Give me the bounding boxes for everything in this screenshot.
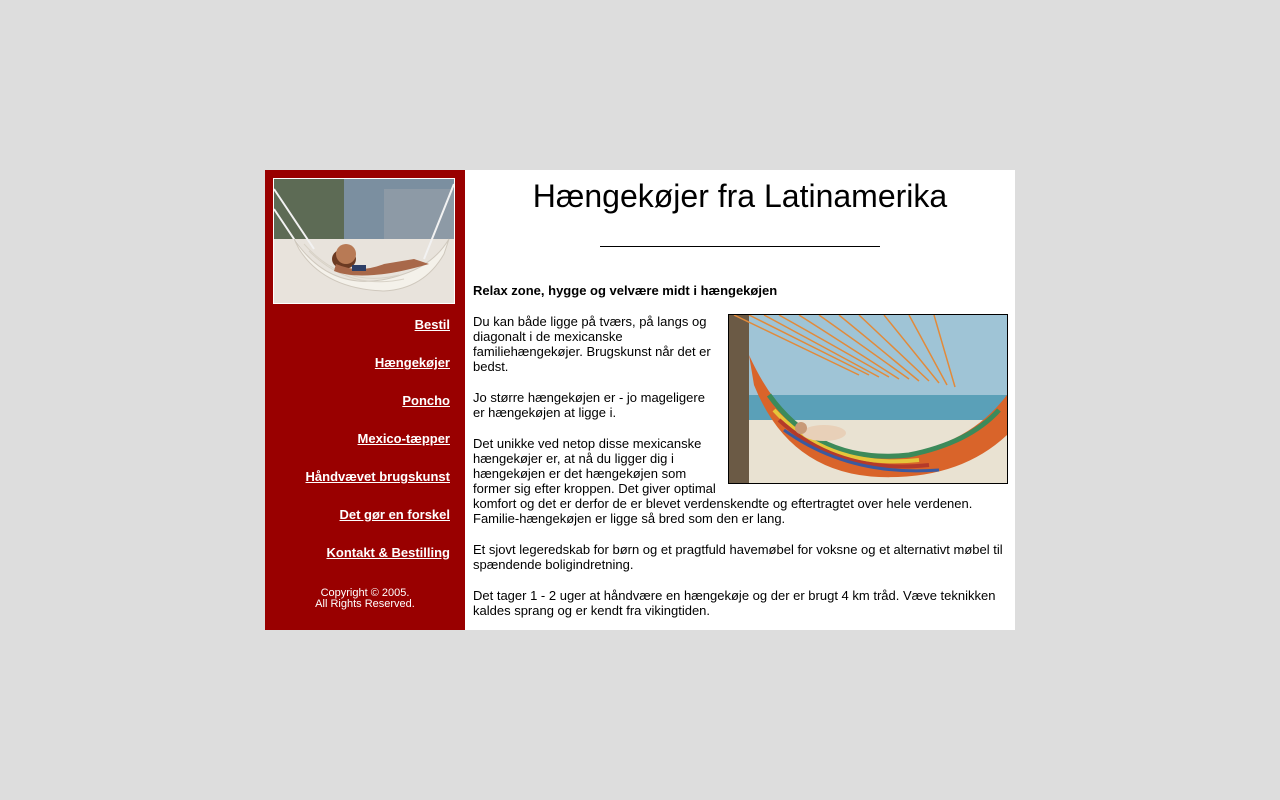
paragraph-4: Et sjovt legeredskab for børn og et pragtfuld havemøbel for voksne og et alternativt møbel til spændende boligindretning. <box>473 542 1003 572</box>
paragraph-5: Det tager 1 - 2 uger at håndvære en hængekøje og der er brugt 4 km tråd. Væve teknikken kaldes sprang og er kendt fra vikingtiden. <box>473 588 996 618</box>
copyright-line-1: Copyright © 2005. <box>320 587 410 599</box>
section-heading: Relax zone, hygge og velvære midt i hængekøjen <box>473 283 778 298</box>
paragraph-1: Du kan både ligge på tværs, på langs og diagonalt i de mexicanske familiehængekøjer. Brugskunst når det er bedst. <box>473 314 711 374</box>
sidebar-nav <box>306 317 450 583</box>
nav-link-haengekoejer[interactable]: Hængekøjer <box>374 355 450 370</box>
nav-link-mexico-taepper[interactable]: Mexico-tæpper <box>357 431 450 446</box>
copyright-line-2: All Rights Reserved. <box>315 598 415 610</box>
body-text <box>473 314 1008 634</box>
paragraph-2: Jo større hængekøjen er - jo mageligere er hængekøjen at ligge i. <box>473 390 705 420</box>
main-content <box>465 170 1015 630</box>
nav-link-poncho[interactable]: Poncho <box>402 393 450 408</box>
copyright <box>265 588 465 610</box>
nav-link-bestil[interactable]: Bestil <box>414 317 450 332</box>
nav-link-det-goer-en-forskel[interactable]: Det gør en forskel <box>339 507 450 522</box>
title-divider <box>600 246 880 247</box>
sidebar <box>265 170 465 630</box>
colorful-hammock-photo <box>728 314 1008 484</box>
sidebar-hammock-photo <box>273 178 455 304</box>
nav-link-kontakt-bestilling[interactable]: Kontakt & Bestilling <box>326 545 450 560</box>
paragraph-3: Det unikke ved netop disse mexicanske hængekøjer er, at nå du ligger dig i hængekøjen er det hængekøjen som former sig efter kroppen. Det giver optimal komfort og det er derfor de er blevet verdenskendte og eftertragtet over hele verdenen. Familie-hængekøjen er ligge så bred som den er lang. <box>473 436 973 526</box>
page-title: Hængekøjer fra Latinamerika <box>532 178 948 214</box>
nav-link-haandvaevet-brugskunst[interactable]: Håndvævet brugskunst <box>305 469 450 484</box>
page-frame <box>265 170 1015 630</box>
